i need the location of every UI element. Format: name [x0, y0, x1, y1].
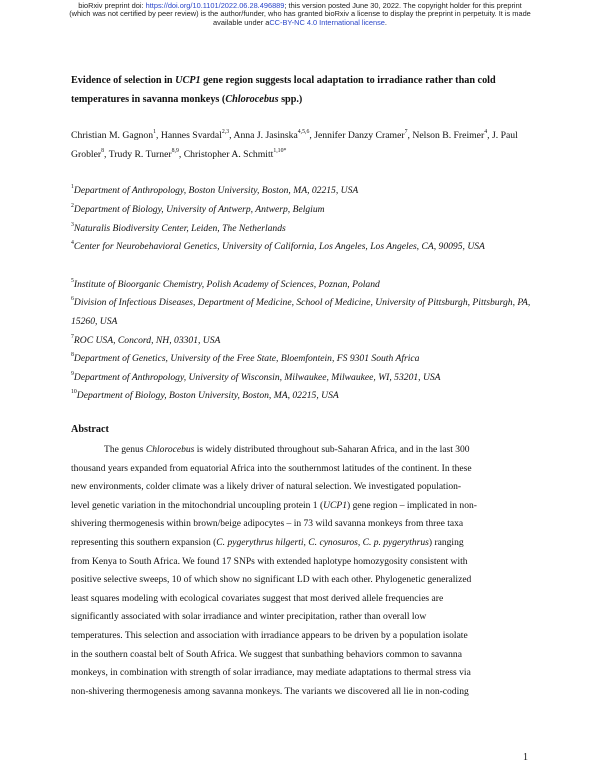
affiliation-number: 7: [71, 334, 74, 340]
header-text: available under a: [213, 17, 270, 27]
abstract-text: new environments, colder climate was a likely driver of natural selection. We investigated population-: [71, 481, 462, 493]
author: [184, 149, 287, 160]
header-text: .: [384, 17, 387, 27]
license-link[interactable]: CC-BY-NC 4.0 International license: [269, 17, 385, 27]
affiliation-4: [71, 238, 541, 257]
abstract-line: [71, 534, 539, 553]
affiliation-6: [71, 294, 541, 331]
abstract-text: significantly associated with solar irradiance and winter precipitation, rather than overall low: [71, 611, 427, 623]
abstract-line: [71, 460, 539, 479]
author-affiliation-sup: 8: [101, 148, 105, 154]
affiliation-text: Division of Infectious Diseases, Department of Medicine, School of Medicine, University of Pittsburgh, Pittsburgh, PA, 15260, USA: [71, 297, 531, 327]
title-text: spp.): [278, 94, 303, 105]
affiliation-number: 8: [71, 352, 74, 358]
abstract-line: [71, 571, 539, 590]
author: [161, 130, 234, 141]
abstract-text: positive selective sweeps, 10 of which show no significant LD with each other. Phylogenetic generalized: [71, 574, 472, 586]
author-separator: ,: [178, 149, 184, 160]
abstract-line: [71, 515, 539, 534]
abstract-text: representing this southern expansion (: [71, 536, 217, 548]
abstract-body: [71, 441, 539, 701]
abstract-italic-text: C. pygerythrus hilgerti, C. cynosuros, C. p. pygerythrus: [216, 536, 429, 548]
affiliation-1: [71, 182, 541, 201]
abstract-text: ) ranging: [428, 536, 464, 548]
abstract-line: [71, 646, 539, 665]
title-gene: UCP1: [175, 75, 201, 86]
abstract-italic-text: UCP1: [323, 499, 348, 511]
abstract-line: [71, 553, 539, 572]
abstract-text: from Kenya to South Africa. We found 17 SNPs with extended haplotype homozygosity consistent with: [71, 555, 468, 567]
header-line-3: [0, 19, 600, 27]
abstract-text: level genetic variation in the mitochondrial uncoupling protein 1 (: [71, 499, 324, 511]
author-separator: ,: [229, 130, 234, 141]
author-affiliation-sup: 2,3: [221, 129, 230, 135]
affiliation-7: [71, 332, 541, 351]
affiliation-text: Center for Neurobehavioral Genetics, University of California, Los Angeles, Los Angeles, CA, 90095, USA: [73, 241, 485, 252]
author: [233, 130, 314, 141]
abstract-text: monkeys, in combination with strength of solar irradiance, may mediate adaptations to thermal stress via: [71, 667, 471, 679]
abstract-text: non-shivering thermogenesis among savanna monkeys. The variants we discovered all lie in non-coding: [71, 685, 469, 697]
abstract-text: in the southern coastal belt of South Africa. We suggest that sunbathing behaviors common to savanna: [71, 648, 462, 660]
author: [109, 149, 184, 160]
abstract-text: is widely distributed throughout sub-Saharan Africa, and in the last 300: [194, 444, 470, 455]
author-name: Anna J. Jasinska: [233, 130, 298, 141]
header-line-2: (which was not certified by peer review) is the author/funder, who has granted bioRxiv a license to display the preprint in perpetuity. It is made: [69, 9, 531, 19]
abstract-line: [71, 608, 539, 627]
affiliation-text: Institute of Bioorganic Chemistry, Polish Academy of Sciences, Poznan, Poland: [73, 279, 380, 290]
author-separator: ,: [407, 130, 413, 141]
author-affiliation-sup: 1,10*: [273, 148, 287, 154]
abstract-text: ) gene region – implicated in non-: [347, 499, 477, 511]
abstract-text: temperatures. This selection and association with irradiance appears to be driven by a population isolate: [71, 629, 468, 641]
author: [71, 130, 161, 141]
affiliation-number: 6: [71, 296, 74, 302]
abstract-text: least squares modeling with ecological covariates suggest that most derived allele frequencies are: [71, 592, 444, 604]
doi-link[interactable]: https://doi.org/10.1101/2022.06.28.496889: [145, 1, 285, 10]
affiliation-number: 2: [71, 203, 74, 209]
affiliation-2: [71, 201, 541, 220]
affiliation-text: Department of Biology, University of Antwerp, Antwerp, Belgium: [73, 204, 325, 215]
author-name: Jennifer Danzy Cramer: [314, 130, 405, 141]
title-genus: Chlorocebus: [225, 94, 279, 105]
author-affiliation-sup: 4,5,6: [297, 129, 310, 135]
affiliation-10: [71, 387, 541, 406]
preprint-header: [0, 2, 600, 27]
abstract-text: shivering thermogenesis within brown/beige adipocytes – in 73 wild savanna monkeys from three taxa: [71, 518, 464, 530]
author-separator: ,: [104, 149, 109, 160]
author-affiliation-sup: 8,9: [171, 148, 179, 154]
affiliation-text: Department of Biology, Boston University, Boston, MA, 02215, USA: [76, 390, 339, 401]
abstract-line: [71, 627, 539, 646]
affiliation-8: [71, 350, 541, 369]
affiliation-text: Naturalis Biodiversity Center, Leiden, The Netherlands: [73, 223, 286, 234]
affiliation-5: [71, 276, 541, 295]
paper-title: [71, 71, 541, 109]
header-text: ; this version posted June 30, 2022. The copyright holder for this preprint: [284, 1, 522, 10]
author-separator: ,: [309, 130, 315, 141]
affiliation-number: 1: [71, 184, 74, 190]
author-name: J. Paul Grobler: [71, 130, 518, 160]
affiliation-number: 9: [71, 371, 74, 377]
author-name: Nelson B. Freimer: [412, 130, 485, 141]
affiliation-3: [71, 220, 541, 239]
affiliation-text: Department of Anthropology, Boston University, Boston, MA, 02215, USA: [73, 185, 359, 196]
page-number: 1: [523, 752, 528, 763]
affiliation-number: 4: [71, 240, 74, 246]
author-affiliation-sup: 1: [153, 129, 156, 135]
affiliation-number: 3: [71, 222, 74, 228]
author: [314, 130, 412, 141]
author-list: [71, 126, 541, 164]
abstract-line: [71, 497, 539, 516]
abstract-italic-text: Chlorocebus: [145, 444, 195, 455]
author-separator: ,: [487, 130, 492, 141]
author-name: Trudy R. Turner: [108, 149, 172, 160]
abstract-text: The genus: [104, 444, 146, 455]
abstract-line: [71, 590, 539, 609]
author-affiliation-sup: 7: [404, 129, 408, 135]
author-affiliation-sup: 4: [484, 129, 488, 135]
author-name: Christian M. Gagnon: [71, 130, 154, 141]
affiliation-9: [71, 369, 541, 388]
abstract-line: [71, 441, 539, 460]
affiliation-number: 5: [71, 278, 74, 284]
abstract-line: [71, 478, 539, 497]
title-text: gene region suggests local adaptation to irradiance rather than cold temperatures in savanna monkeys (: [71, 75, 496, 105]
author-name: Hannes Svardal: [160, 130, 222, 141]
title-text: Evidence of selection in: [71, 75, 176, 86]
author-separator: ,: [155, 130, 161, 141]
affiliation-number: 10: [71, 389, 77, 395]
affiliation-text: Department of Anthropology, University of Wisconsin, Milwaukee, Milwaukee, WI, 53201, USA: [73, 372, 441, 383]
affiliation-text: ROC USA, Concord, NH, 03301, USA: [73, 335, 221, 346]
abstract-line: [71, 664, 539, 683]
author: [412, 130, 492, 141]
abstract-heading: Abstract: [71, 424, 109, 435]
author-name: Christopher A. Schmitt: [183, 149, 274, 160]
header-text: bioRxiv preprint doi:: [78, 1, 146, 10]
abstract-text: thousand years expanded from equatorial Africa into the southernmost latitudes of the continent. In these: [71, 462, 472, 474]
abstract-line: [71, 683, 539, 702]
affiliation-text: Department of Genetics, University of the Free State, Bloemfontein, FS 9301 South Africa: [73, 353, 420, 364]
